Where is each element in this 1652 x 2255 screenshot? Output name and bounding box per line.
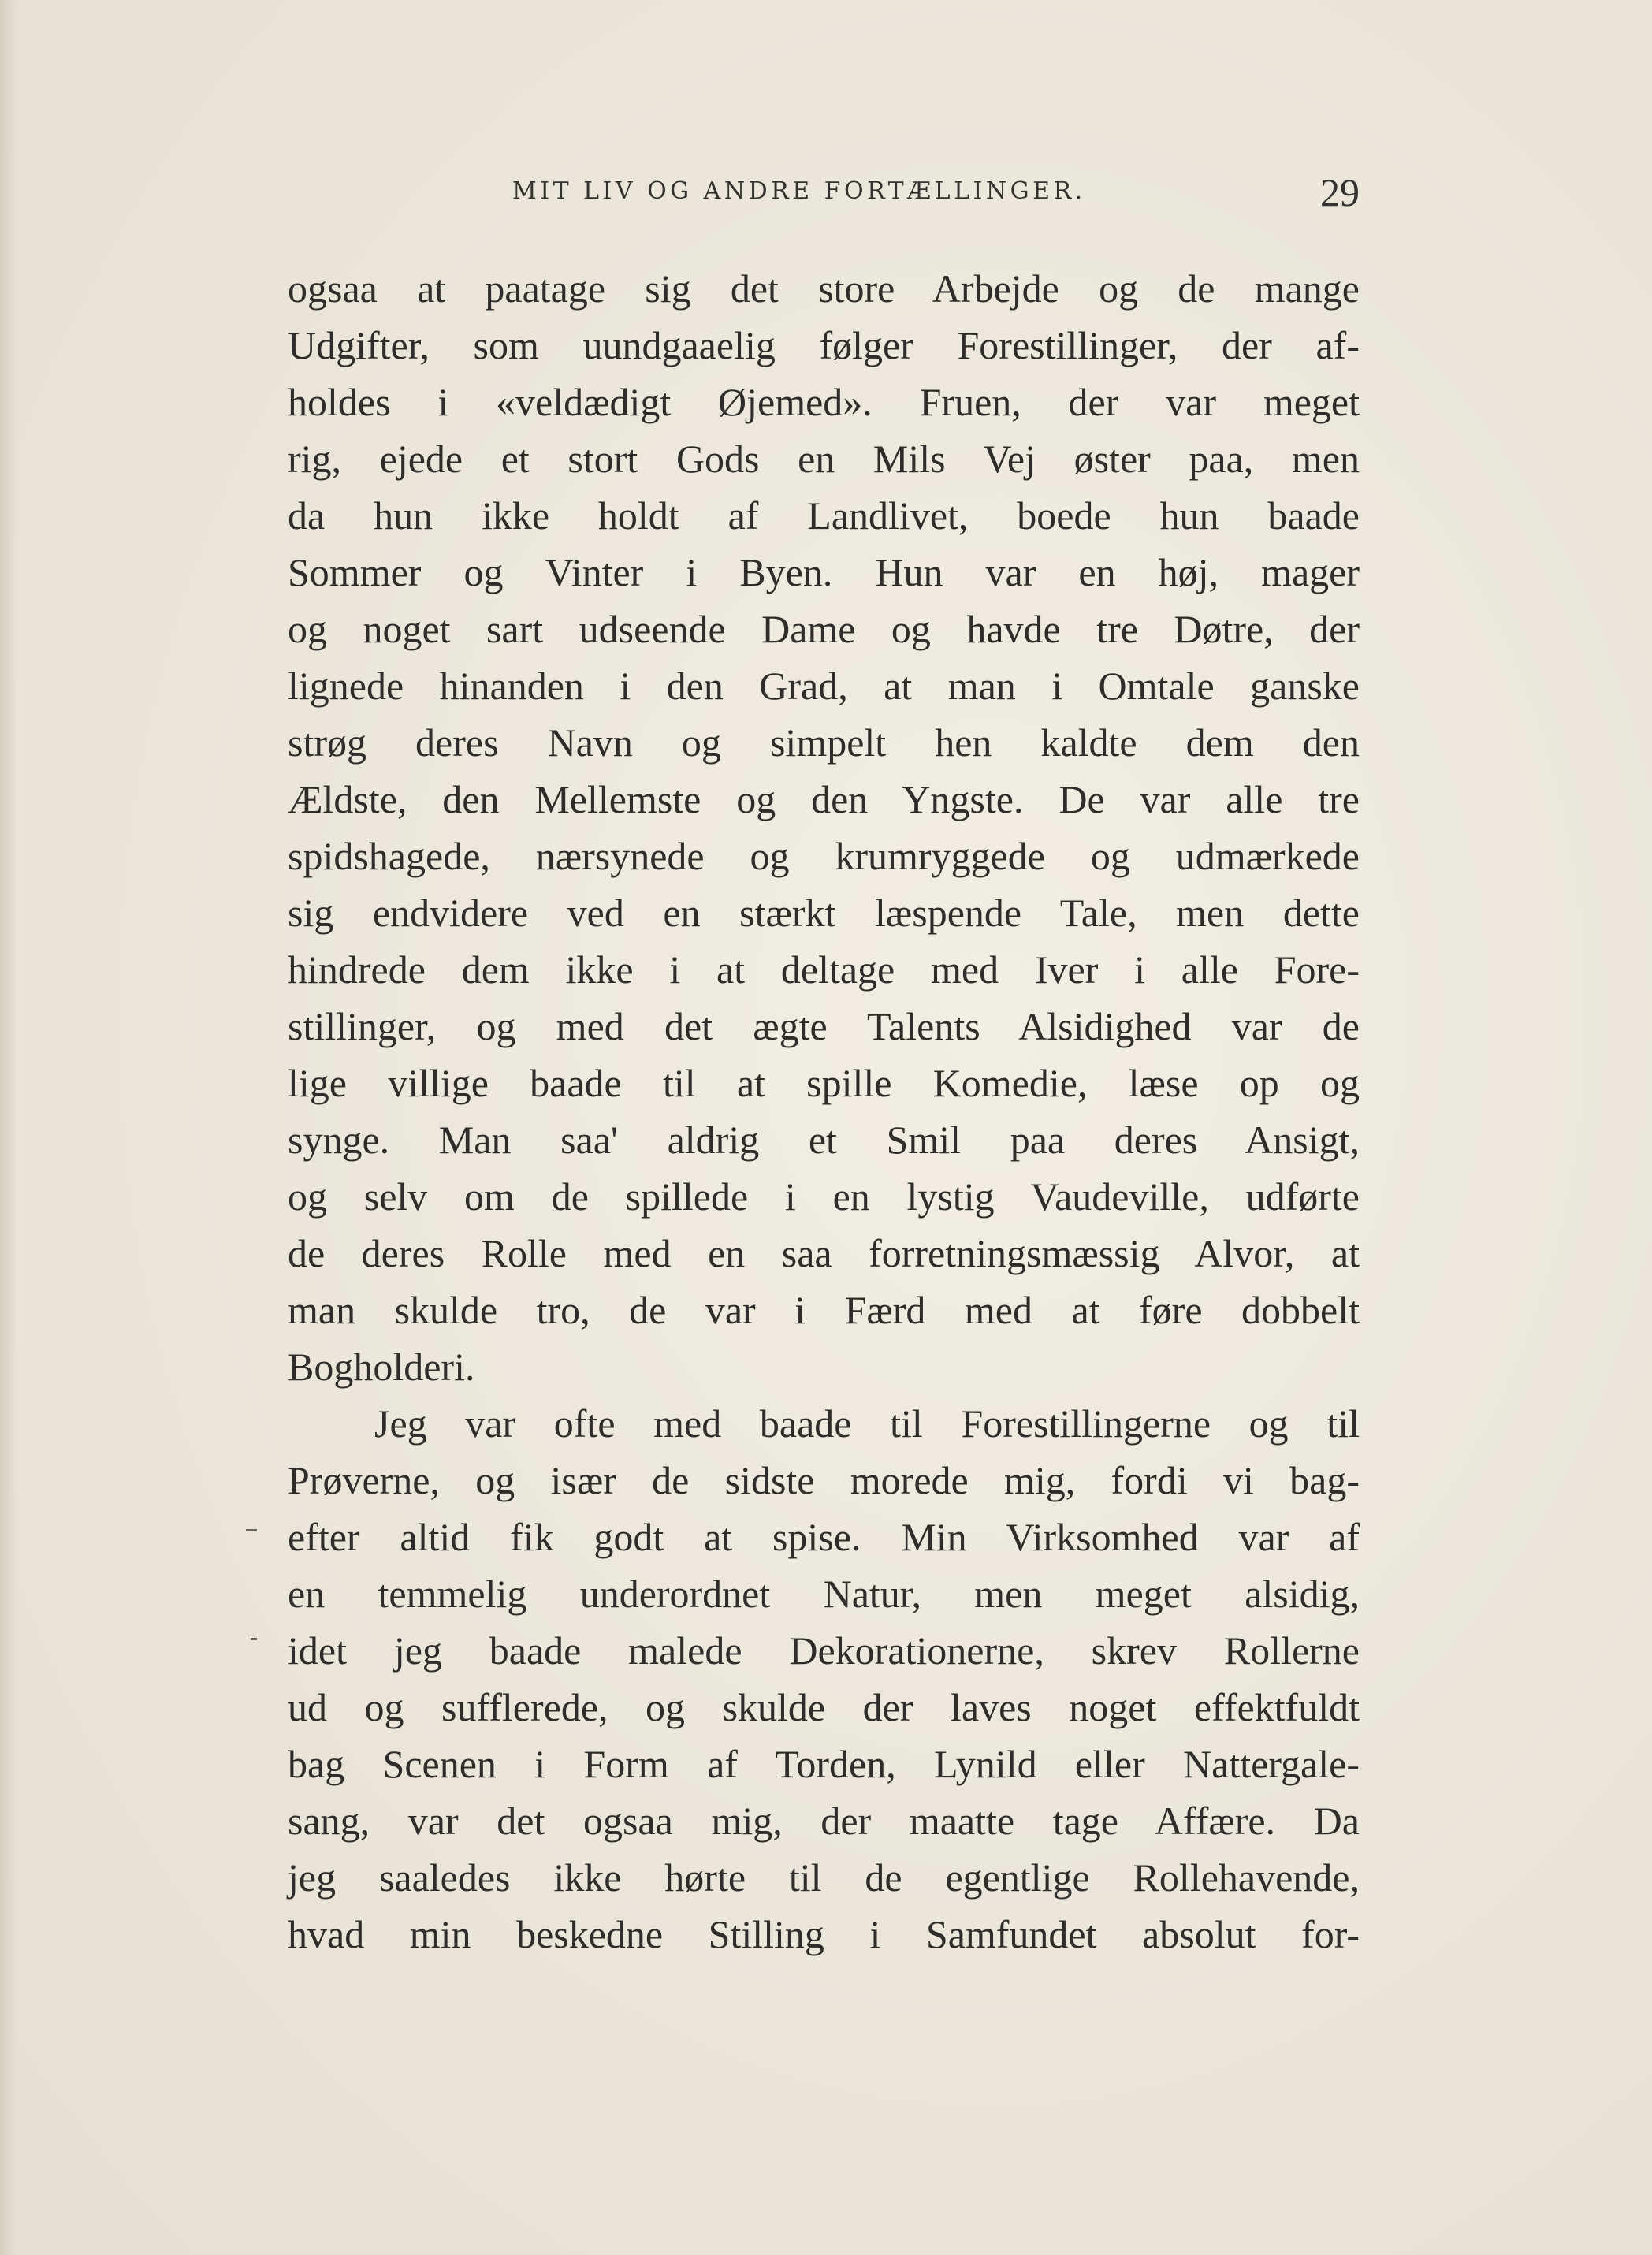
body-text [288,260,1360,1963]
page-gutter-shadow [0,0,17,2255]
text-line-paragraph-end: Bogholderi. [288,1345,475,1389]
text-line: man skulde tro, de var i Færd med at føre dobbelt [288,1288,1360,1332]
text-line: Ældste, den Mellemste og den Yngste. De var alle tre [288,777,1360,821]
text-line: Sommer og Vinter i Byen. Hun var en høj, mager [288,550,1360,594]
text-line: og selv om de spillede i en lystig Vaudeville, udførte [288,1174,1360,1219]
text-line: strøg deres Navn og simpelt hen kaldte dem den [288,720,1360,765]
text-line: da hun ikke holdt af Landlivet, boede hun baade [288,493,1360,538]
text-line: synge. Man saa' aldrig et Smil paa deres Ansigt, [288,1118,1360,1162]
text-line: efter altid fik godt at spise. Min Virksomhed var af [288,1515,1360,1559]
text-line: og noget sart udseende Dame og havde tre Døtre, der [288,607,1360,651]
text-line: Udgifter, som uundgaaelig følger Forestillinger, der af- [288,323,1360,367]
text-line: holdes i «veldædigt Øjemed». Fruen, der var meget [288,380,1360,424]
text-line: lige villige baade til at spille Komedie, læse op og [288,1061,1360,1105]
text-line: de deres Rolle med en saa forretningsmæssig Alvor, at [288,1231,1360,1275]
text-line: ogsaa at paatage sig det store Arbejde og de mange [288,266,1360,311]
text-line: lignede hinanden i den Grad, at man i Omtale ganske [288,664,1360,708]
text-line: en temmelig underordnet Natur, men meget alsidig, [288,1572,1360,1616]
margin-mark [251,1638,257,1640]
page-number: 29 [1320,170,1360,214]
text-line: sig endvidere ved en stærkt læspende Tale, men dette [288,891,1360,935]
text-line: hindrede dem ikke i at deltage med Iver i alle Fore- [288,947,1360,992]
text-line: Prøverne, og især de sidste morede mig, fordi vi bag- [288,1458,1360,1502]
running-title: MIT LIV OG ANDRE FORTÆLLINGER. [512,177,1086,205]
text-line: stillinger, og med det ægte Talents Alsidighed var de [288,1004,1360,1048]
text-line: bag Scenen i Form af Torden, Lynild eller Nattergale- [288,1742,1360,1786]
text-line: rig, ejede et stort Gods en Mils Vej øster paa, men [288,437,1360,481]
text-line: jeg saaledes ikke hørte til de egentlige Rollehavende, [288,1855,1360,1900]
text-line: sang, var det ogsaa mig, der maatte tage Affære. Da [288,1799,1360,1843]
running-head [288,169,1360,217]
margin-mark [246,1529,257,1531]
text-line: idet jeg baade malede Dekorationerne, skrev Rollerne [288,1628,1360,1673]
text-line: hvad min beskedne Stilling i Samfundet absolut for- [288,1912,1360,1956]
text-line: ud og sufflerede, og skulde der laves noget effektfuldt [288,1685,1360,1729]
text-line-paragraph-start: Jeg var ofte med baade til Forestillingerne og til [374,1401,1360,1446]
text-line: spidshagede, nærsynede og krumryggede og udmærkede [288,834,1360,878]
